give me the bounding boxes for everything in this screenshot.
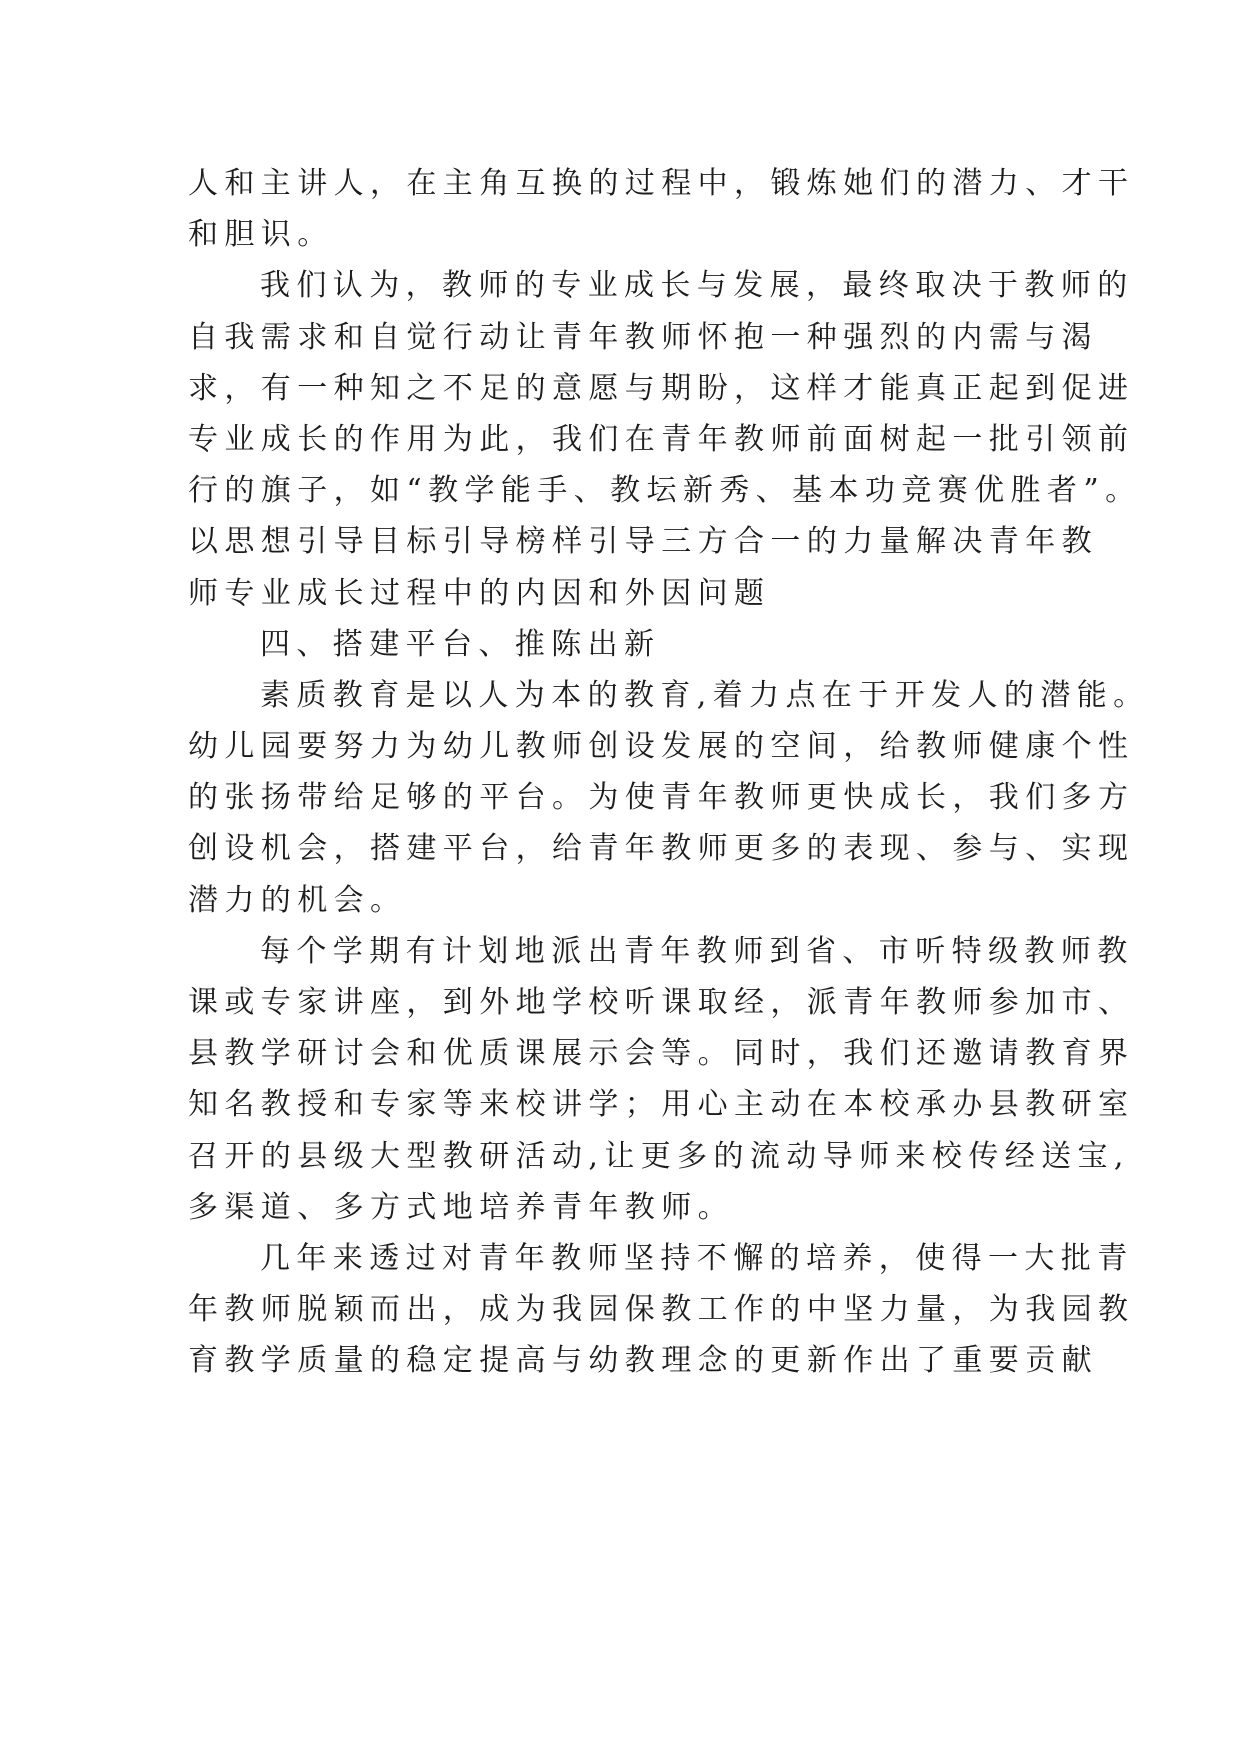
text-line: 人和主讲人，在主角互换的过程中，锻炼她们的潜力、才干 — [188, 166, 1135, 201]
paragraph-start-line: 每个学期有计划地派出青年教师到省、市听特级教师教 — [260, 933, 1134, 969]
paragraph-start-line: 我们认为，教师的专业成长与发展，最终取决于教师的 — [260, 268, 1134, 304]
text-line: 的张扬带给足够的平台。为使青年教师更快成长，我们多方 — [188, 780, 1135, 816]
section-heading: 四、搭建平台、推陈出新 — [260, 626, 661, 662]
text-line: 求，有一种知之不足的意愿与期盼，这样才能真正起到促进 — [188, 370, 1135, 406]
text-line: 行的旗子，如“教学能手、教坛新秀、基本功竞赛优胜者”。 — [188, 473, 1142, 509]
paragraph-start-line: 几年来透过对青年教师坚持不懈的培养，使得一大批青 — [260, 1240, 1134, 1276]
text-line: 幼儿园要努力为幼儿教师创设发展的空间，给教师健康个性 — [188, 729, 1135, 765]
text-line: 召开的县级大型教研活动,让更多的流动导师来校传经送宝, — [188, 1138, 1130, 1174]
text-line: 自我需求和自觉行动让青年教师怀抱一种强烈的内需与渴 — [188, 319, 1098, 355]
text-line: 县教学研讨会和优质课展示会等。同时，我们还邀请教育界 — [188, 1036, 1135, 1072]
text-line: 知名教授和专家等来校讲学；用心主动在本校承办县教研室 — [188, 1087, 1135, 1123]
paragraph-start-line: 素质教育是以人为本的教育,着力点在于开发人的潜能。 — [260, 677, 1150, 713]
text-line: 专业成长的作用为此，我们在青年教师前面树起一批引领前 — [188, 421, 1135, 457]
text-line: 和胆识。 — [188, 217, 334, 253]
text-line: 潜力的机会。 — [188, 882, 407, 918]
text-line: 多渠道、多方式地培养青年教师。 — [188, 1189, 734, 1225]
text-line: 创设机会，搭建平台，给青年教师更多的表现、参与、实现 — [188, 831, 1135, 867]
text-line: 以思想引导目标引导榜样引导三方合一的力量解决青年教 — [188, 524, 1098, 560]
document-body — [188, 158, 1150, 1387]
text-line: 师专业成长过程中的内因和外因问题 — [188, 575, 771, 611]
text-line: 年教师脱颖而出，成为我园保教工作的中坚力量，为我园教 — [188, 1292, 1135, 1328]
text-line: 课或专家讲座，到外地学校听课取经，派青年教师参加市、 — [188, 985, 1135, 1020]
text-line: 育教学质量的稳定提高与幼教理念的更新作出了重要贡献 — [188, 1343, 1098, 1379]
